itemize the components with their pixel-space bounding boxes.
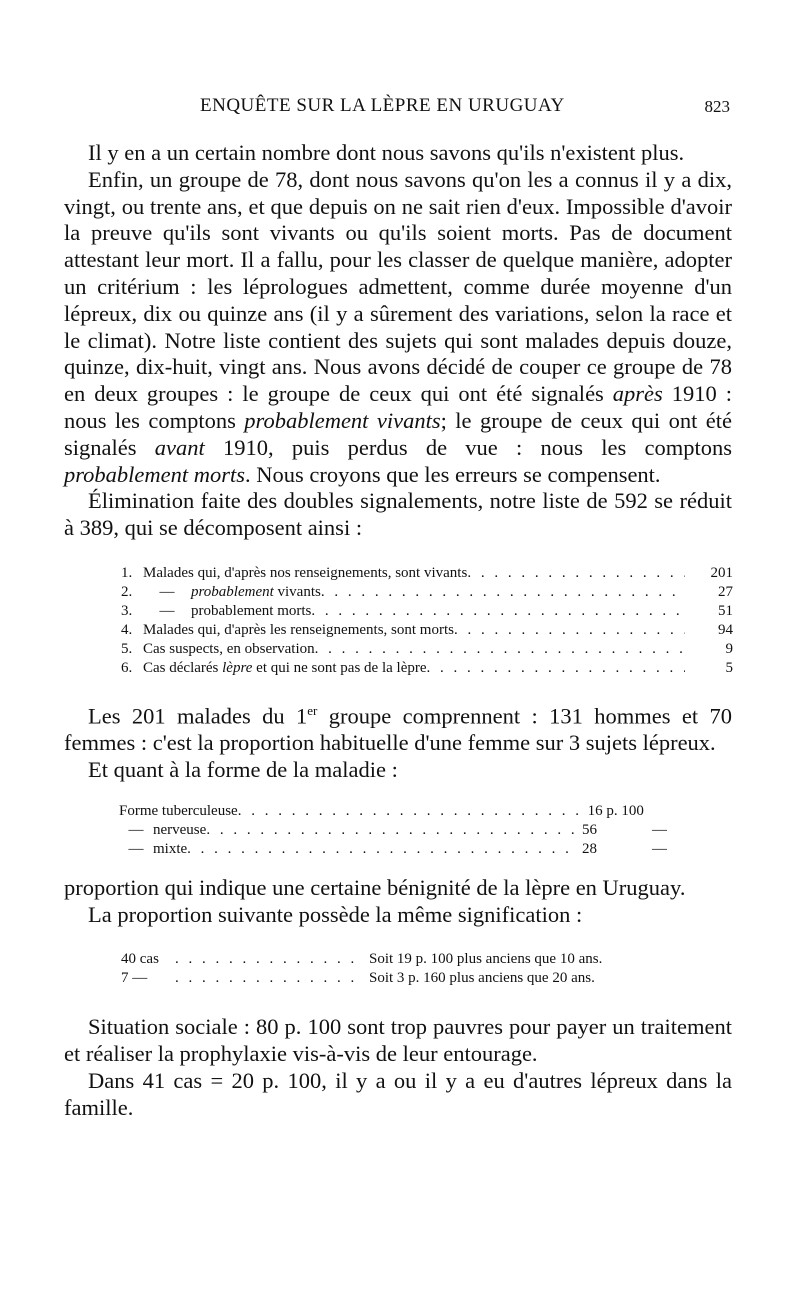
list-item-text: Malades qui, d'après les renseignements, sont morts — [143, 621, 454, 638]
anciennete-list — [121, 950, 733, 988]
leader-dots — [467, 564, 685, 583]
emphasis-avant: avant — [154, 434, 205, 460]
page-body — [64, 140, 732, 1122]
breakdown-list — [121, 564, 733, 678]
list-item-text: 40 cas — [121, 951, 159, 968]
leader-dots — [175, 969, 355, 988]
paragraph-4 — [64, 698, 732, 757]
list-item — [119, 821, 667, 840]
list-item-text-after: et qui ne sont pas de la lèpre — [252, 659, 427, 676]
forme-list — [119, 802, 667, 859]
list-item-value: 27 — [718, 583, 733, 600]
emphasis-apres: après — [612, 381, 663, 407]
list-item-number: 1. — [121, 564, 133, 581]
list-item-text: 7 — — [121, 970, 148, 987]
list-item-value: Soit 19 p. 100 plus anciens que 10 ans. — [369, 951, 603, 968]
paragraph-3: Élimination faite des doubles signalements, notre liste de 592 se réduit à 389, qui se décomposent ainsi : — [64, 488, 732, 541]
paragraph-1: Il y en a un certain nombre dont nous savons qu'ils n'existent plus. — [88, 140, 685, 165]
page-header — [200, 95, 730, 119]
list-item-text: mixte — [153, 840, 188, 857]
list-item-value: Soit 3 p. 160 plus anciens que 20 ans. — [369, 970, 595, 987]
leader-dots — [238, 802, 580, 821]
superscript-er: er — [307, 702, 318, 718]
running-title: ENQUÊTE SUR LA LÈPRE EN URUGUAY — [200, 95, 565, 116]
list-item-suffix: — — [652, 821, 667, 838]
leader-dots — [206, 821, 574, 840]
list-item-suffix: — — [652, 840, 667, 857]
list-item — [121, 640, 733, 659]
list-item-text: vivants — [273, 583, 321, 600]
paragraph-4-a: Les 201 malades du 1 — [88, 703, 308, 729]
list-item-value: 56 — [582, 821, 597, 838]
paragraph-4-b: groupe comprennent : 131 hommes et 70 femmes : c'est la proportion habituelle d'une femme sur 3 sujets lépreux. — [64, 703, 732, 756]
list-item — [121, 659, 733, 678]
list-item-number: 6. — [121, 659, 133, 676]
paragraph-6: proportion qui indique une certaine bénignité de la lèpre en Uruguay. — [64, 874, 686, 900]
list-item-text: probablement morts — [191, 602, 312, 619]
list-item-value: 9 — [725, 640, 733, 657]
list-item — [119, 802, 667, 821]
list-item-text: Cas déclarés — [143, 659, 223, 676]
list-item-value: 16 p. 100 — [587, 802, 644, 819]
list-item-number: 5. — [121, 640, 133, 657]
list-item-number: 2. — [121, 583, 133, 600]
leader-dots — [321, 583, 685, 602]
ditto-dash: — — [128, 821, 144, 838]
leader-dots — [187, 840, 574, 859]
list-item — [121, 950, 733, 969]
list-item — [121, 602, 733, 621]
ditto-dash: — — [159, 583, 175, 600]
paragraph-2-end: . Nous croyons que les erreurs se compensent. — [245, 461, 661, 487]
ditto-dash: — — [128, 840, 144, 857]
list-item-value: 28 — [582, 840, 597, 857]
paragraph-2-mid1: 1910 : nous les comptons — [64, 381, 732, 433]
list-item-value: 201 — [710, 564, 733, 581]
list-item — [121, 969, 733, 988]
list-item-text: Cas suspects, en observation — [143, 640, 315, 657]
leader-dots — [454, 621, 685, 640]
paragraph-2-mid2: ; le groupe de ceux qui ont été signalés — [64, 407, 732, 460]
paragraph-9: Dans 41 cas = 20 p. 100, il y a ou il y a eu d'autres lépreux dans la famille. — [64, 1068, 732, 1120]
leader-dots — [175, 950, 355, 969]
paragraph-7: La proportion suivante possède la même signification : — [88, 901, 583, 927]
list-item-italic: probablement — [191, 583, 274, 600]
ditto-dash: — — [159, 602, 175, 619]
list-item-value: 94 — [718, 621, 733, 638]
paragraph-5: Et quant à la forme de la maladie : — [88, 757, 398, 783]
page-number: 823 — [704, 97, 730, 116]
list-item-value: 51 — [718, 602, 733, 619]
list-item — [121, 583, 733, 602]
list-item — [119, 840, 667, 859]
list-item-text: nerveuse — [153, 821, 207, 838]
list-item-value: 5 — [725, 659, 733, 676]
paragraph-8: Situation sociale : 80 p. 100 sont trop pauvres pour payer un traitement et réaliser la prophylaxie vis-à-vis de leur entourage. — [64, 1014, 732, 1067]
leader-dots — [311, 602, 685, 621]
paragraph-2-start: Enfin, un groupe de 78, dont nous savons qu'on les a connus il y a dix, vingt, ou trente ans, et que depuis on ne sait rien d'eux. Impossible d'avoir la preuve qu'ils sont vivants ou qu'ils soient morts. Pas de document attestant leur mort. Il a fallu, pour les classer de quelque manière, adopter un critérium : les léprologues admettent, comme durée moyenne d'un lépreux, dix ou quinze ans (il y a sûrement des variations, selon la race et le climat). Notre liste contient des sujets qui sont malades depuis douze, quinze, dix-huit, vingt ans. Nous avons décidé de couper ce groupe de 78 en deux groupes : le groupe de ceux qui ont été signalés — [64, 166, 732, 407]
list-item-text: Forme tuberculeuse — [119, 802, 238, 819]
list-item-number: 4. — [121, 621, 133, 638]
emphasis-probablement-morts: probablement morts — [64, 461, 246, 487]
paragraph-2-mid3: 1910, puis perdus de vue : nous les comptons — [204, 434, 732, 460]
list-item-text: Malades qui, d'après nos renseignements, sont vivants — [143, 564, 468, 581]
list-item — [121, 621, 733, 640]
list-item-italic: lèpre — [222, 659, 253, 676]
leader-dots — [427, 659, 685, 678]
list-item — [121, 564, 733, 583]
paragraph-2 — [64, 167, 732, 489]
list-item-number: 3. — [121, 602, 133, 619]
emphasis-probablement-vivants: probablement vivants — [244, 407, 441, 433]
leader-dots — [315, 640, 685, 659]
